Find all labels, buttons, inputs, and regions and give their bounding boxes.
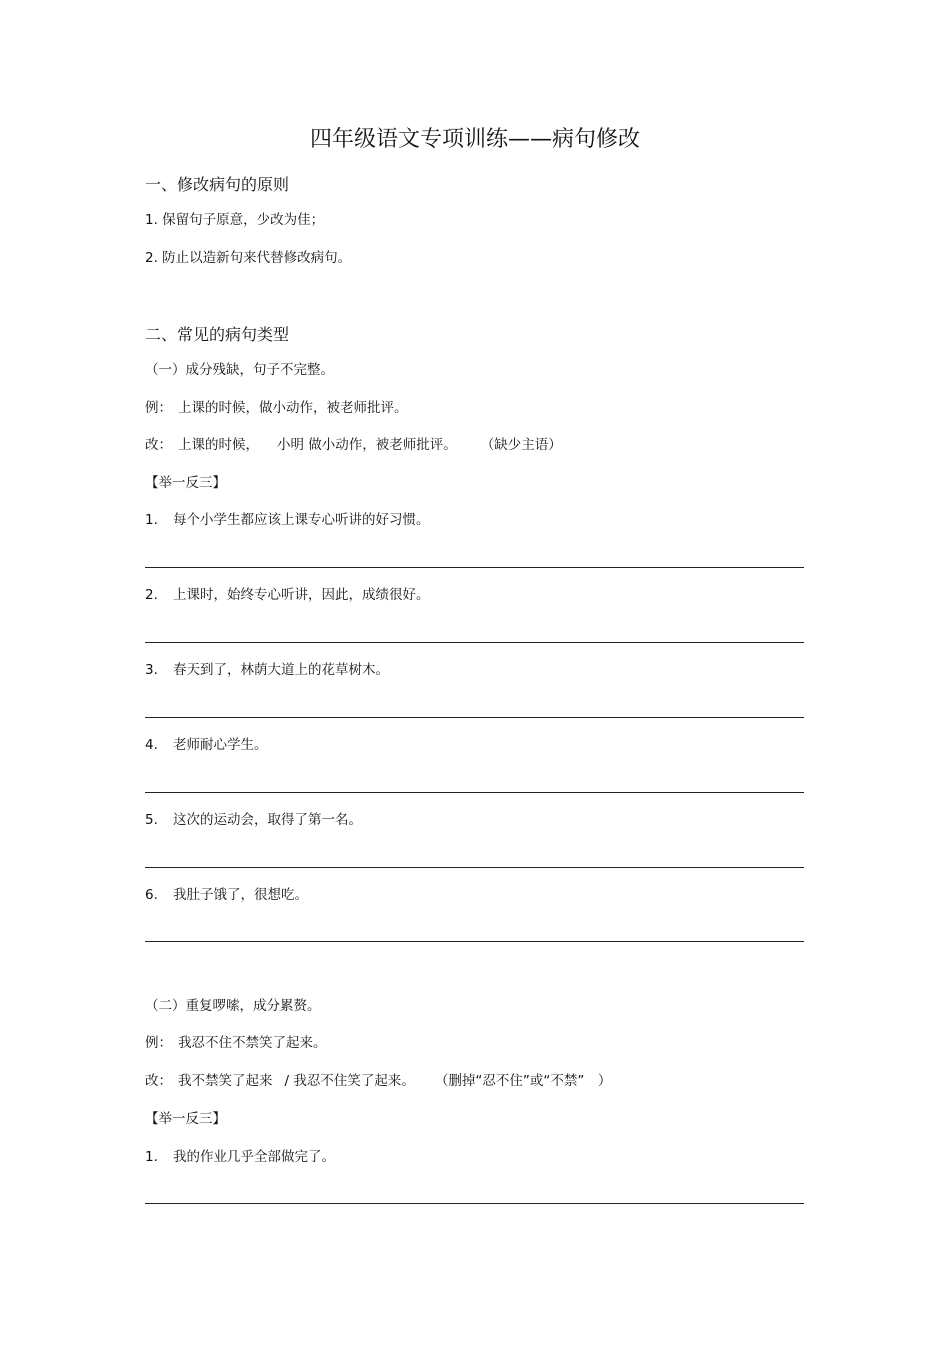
practice-question-1 [145, 514, 430, 528]
answer-line-4[interactable] [145, 792, 804, 793]
answer-line-7[interactable] [145, 1203, 804, 1204]
answer-line-2[interactable] [145, 642, 804, 643]
question-number: 5. [145, 812, 158, 828]
section-heading-types: 二、常见的病句类型 [145, 325, 290, 344]
correction-note: （缺少主语） [480, 437, 562, 453]
practice-question-6 [145, 889, 308, 903]
question-text: 这次的运动会，取得了第一名。 [173, 812, 362, 828]
correction-text-a: 我不禁笑了起来 [178, 1073, 273, 1089]
correction-label: 改： [145, 1073, 172, 1089]
correction-text-b: 小明 做小动作，被老师批评。 [277, 437, 457, 453]
question-number: 1. [145, 1149, 158, 1165]
question-text: 我肚子饿了，很想吃。 [173, 887, 308, 903]
answer-line-6[interactable] [145, 941, 804, 942]
principle-item-2: 2. 防止以造新句来代替修改病句。 [145, 250, 352, 266]
question-number: 1. [145, 512, 158, 528]
question-number: 6. [145, 887, 158, 903]
page-title: 四年级语文专项训练——病句修改 [309, 127, 640, 152]
answer-line-5[interactable] [145, 867, 804, 868]
subsection-heading-missing-parts: （一）成分残缺，句子不完整。 [145, 362, 334, 378]
correction-note: （删掉“忍不住”或“不禁” ） [434, 1073, 612, 1089]
practice-label: 【举一反三】 [145, 475, 226, 491]
subsection-heading-redundancy: （二）重复啰嗦，成分累赘。 [145, 998, 321, 1014]
question-text: 春天到了，林荫大道上的花草树木。 [173, 662, 389, 678]
practice-label: 【举一反三】 [145, 1111, 226, 1127]
question-text: 每个小学生都应该上课专心听讲的好习惯。 [173, 512, 430, 528]
question-number: 3. [145, 662, 158, 678]
answer-line-1[interactable] [145, 567, 804, 568]
practice-question-2 [145, 589, 430, 603]
principle-item-1: 1. 保留句子原意，少改为佳； [145, 212, 325, 228]
practice-question-4 [145, 739, 268, 753]
section-heading-principles: 一、修改病句的原则 [145, 175, 290, 194]
correction-text-a: 上课的时候， [178, 437, 259, 453]
correction-line [145, 1075, 611, 1089]
practice-question-5 [145, 814, 362, 828]
example-text: 上课的时候，做小动作，被老师批评。 [178, 400, 408, 416]
correction-label: 改： [145, 437, 172, 453]
answer-line-3[interactable] [145, 717, 804, 718]
example-text: 我忍不住不禁笑了起来。 [178, 1035, 327, 1051]
correction-line [145, 439, 562, 453]
question-text: 老师耐心学生。 [173, 737, 268, 753]
example-line [145, 402, 408, 416]
question-number: 4. [145, 737, 158, 753]
practice-question-7 [145, 1151, 335, 1165]
question-number: 2. [145, 587, 158, 603]
question-text: 我的作业几乎全部做完了。 [173, 1149, 335, 1165]
example-label: 例： [145, 400, 172, 416]
question-text: 上课时，始终专心听讲，因此，成绩很好。 [173, 587, 430, 603]
correction-text-b: / 我忍不住笑了起来。 [284, 1073, 415, 1089]
example-label: 例： [145, 1035, 172, 1051]
practice-question-3 [145, 664, 389, 678]
example-line [145, 1037, 327, 1051]
